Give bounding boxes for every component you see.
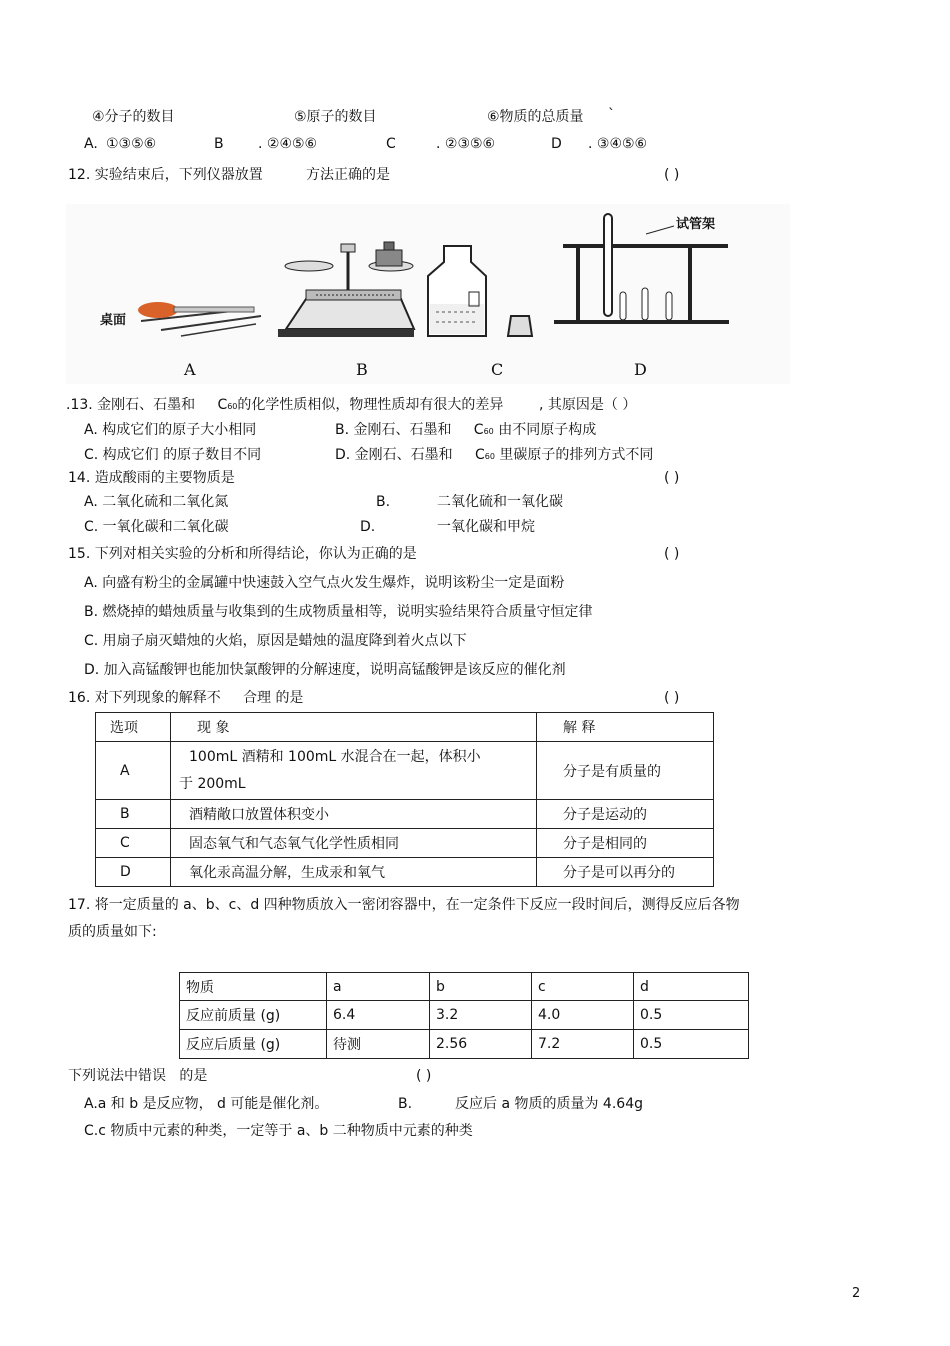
q16-row-explanation: 分子是相同的 <box>537 829 714 858</box>
q17-cell-a: 6.4 <box>327 1001 430 1030</box>
table-row <box>96 858 714 887</box>
q17-header-substance: 物质 <box>180 973 327 1001</box>
q15-option-c: C. 用扇子扇灭蜡烛的火焰，原因是蜡烛的温度降到着火点以下 <box>84 633 467 649</box>
q16-row-phenomenon-line1: 100mL 酒精和 100mL 水混合在一起，体积小 <box>189 748 481 765</box>
q17-cell-label: 反应前质量 (g) <box>180 1001 327 1030</box>
q13-option-b-c: C <box>473 422 484 438</box>
q16-row-option: A <box>96 742 171 800</box>
q16-row-explanation: 分子是运动的 <box>537 800 714 829</box>
dropper-on-desk-drawing <box>138 302 261 336</box>
q14-option-c: C. 一氧化碳和二氧化碳 <box>84 519 229 535</box>
table-row <box>180 1001 749 1030</box>
reagent-bottle-drawing <box>428 246 532 336</box>
q17-option-b: 反应后 a 物质的质量为 4.64g <box>455 1096 643 1112</box>
q16-row-option: B <box>96 800 171 829</box>
q17-option-b-letter: B. <box>398 1096 413 1112</box>
q15-option-a: A. 向盛有粉尘的金属罐中快速鼓入空气点火发生爆炸，说明该粉尘一定是面粉 <box>84 575 565 591</box>
q16-emphasis: 合理 <box>242 690 271 706</box>
q16-row-phenomenon: 固态氧气和气态氧气化学性质相同 <box>171 829 537 858</box>
q16-stem-part2: 的是 <box>275 690 304 706</box>
q13-option-d <box>335 446 653 466</box>
q13-option-a: A. 构成它们的原子大小相同 <box>84 422 257 438</box>
q15-option-b: B. 燃烧掉的蜡烛质量与收集到的生成物质量相等，说明实验结果符合质量守恒定律 <box>84 604 593 620</box>
q17-cell-b: 2.56 <box>430 1030 532 1059</box>
q13-option-b-part2: 由不同原子构成 <box>498 422 597 438</box>
q12-stem-part2: 方法正确的是 <box>306 167 390 183</box>
q14-stem: 14. 造成酸雨的主要物质是 <box>68 470 235 486</box>
q17-header-b: b <box>430 973 532 1001</box>
q16-row-phenomenon: 氧化汞高温分解，生成汞和氧气 <box>171 858 537 887</box>
q17-table <box>179 972 749 1059</box>
q13-option-d-sub: 60 <box>484 452 495 461</box>
q17-stem-line1: 17. 将一定质量的 a、b、c、d 四种物质放入一密闭容器中，在一定条件下反应一段时间后，测得反应后各物 <box>68 897 740 913</box>
q16-header-explanation: 解 释 <box>537 713 714 742</box>
q13-stem-part1: .13. 金刚石、石墨和 <box>66 397 196 413</box>
fig-label-desk: 桌面 <box>100 313 127 328</box>
q16-row-option: D <box>96 858 171 887</box>
q11-option-b: . ②④⑤⑥ <box>258 136 318 152</box>
q16-row-option: C <box>96 829 171 858</box>
q17-option-c: C.c 物质中元素的种类，一定等于 a、b 二种物质中元素的种类 <box>84 1123 473 1139</box>
q17-header-c: c <box>532 973 634 1001</box>
q17-cell-d: 0.5 <box>634 1030 749 1059</box>
q11-option-b-letter: B <box>214 136 224 152</box>
q13-option-d-part1: D. 金刚石、石墨和 <box>335 447 453 463</box>
q11-option-a-letter: A. <box>84 136 98 152</box>
q16-row-explanation: 分子是可以再分的 <box>537 858 714 887</box>
q12-figure <box>66 204 790 384</box>
q13-stem <box>66 396 636 416</box>
q17-stem-line2: 质的质量如下: <box>68 924 157 940</box>
q16-header-option: 选项 <box>96 713 171 742</box>
q17-cell-c: 4.0 <box>532 1001 634 1030</box>
q16-row-phenomenon <box>171 742 537 800</box>
q15-option-d: D. 加入高锰酸钾也能加快氯酸钾的分解速度，说明高锰酸钾是该反应的催化剂 <box>84 662 566 678</box>
q13-stem-part2: 的化学性质相似，物理性质却有很大的差异 <box>237 397 504 413</box>
table-row <box>96 742 714 800</box>
q13-stem-part3: , 其原因是（ ） <box>539 397 637 413</box>
q12-stem-part1: 12. 实验结束后，下列仪器放置 <box>68 167 263 183</box>
q13-option-d-c: C <box>474 447 485 463</box>
q17-answer-paren: ( ) <box>416 1068 432 1084</box>
q11-tick-mark: ` <box>608 107 615 123</box>
q17-cell-a: 待测 <box>327 1030 430 1059</box>
q17-table-header-row <box>180 973 749 1001</box>
q17-option-a: A.a 和 b 是反应物， d 可能是催化剂。 <box>84 1096 329 1112</box>
q11-option-d-letter: D <box>551 136 562 152</box>
q14-option-d-letter: D. <box>360 519 376 535</box>
fig-label-rack: 试管架 <box>676 217 716 232</box>
q17-cell-c: 7.2 <box>532 1030 634 1059</box>
q14-option-a: A. 二氧化硫和二氧化氮 <box>84 494 229 510</box>
q17-cell-b: 3.2 <box>430 1001 532 1030</box>
q11-option-d: . ③④⑤⑥ <box>588 136 648 152</box>
q14-option-d: 一氧化碳和甲烷 <box>437 519 535 535</box>
q12-option-d-label: D <box>634 360 647 379</box>
q14-option-b-letter: B. <box>376 494 391 510</box>
q16-table <box>95 712 714 887</box>
table-row <box>180 1030 749 1059</box>
q17-header-d: d <box>634 973 749 1001</box>
q16-table-header-row <box>96 713 714 742</box>
q17-header-a: a <box>327 973 430 1001</box>
q12-option-c-label: C <box>491 360 504 379</box>
table-row <box>96 800 714 829</box>
q17-ask-part1: 下列说法中错误 <box>68 1068 166 1084</box>
q16-answer-paren: ( ) <box>664 690 680 706</box>
q16-stem-part1: 16. 对下列现象的解释不 <box>68 690 221 706</box>
q16-row-phenomenon-line2: 于 200mL <box>179 775 246 792</box>
q13-option-c: C. 构成它们 的原子数目不同 <box>84 447 262 463</box>
q16-header-phenomenon: 现 象 <box>171 713 537 742</box>
q11-item6: ⑥物质的总质量 <box>487 109 584 125</box>
q13-c60-sub: 60 <box>227 402 238 411</box>
q11-item5: ⑤原子的数目 <box>294 109 377 125</box>
page-number: 2 <box>852 1286 861 1301</box>
q16-row-phenomenon: 酒精敞口放置体积变小 <box>171 800 537 829</box>
q17-cell-label: 反应后质量 (g) <box>180 1030 327 1059</box>
q11-option-a: ①③⑤⑥ <box>106 136 157 152</box>
q15-answer-paren: ( ) <box>664 546 680 562</box>
q11-option-c-letter: C <box>386 136 396 152</box>
q16-stem <box>68 689 303 707</box>
q13-c60: C <box>217 397 228 413</box>
q13-option-b-sub: 60 <box>483 427 494 436</box>
q13-option-d-part2: 里碳原子的排列方式不同 <box>499 447 654 463</box>
q12-option-b-label: B <box>356 360 368 379</box>
table-row <box>96 829 714 858</box>
q17-cell-d: 0.5 <box>634 1001 749 1030</box>
q13-option-b <box>335 421 596 441</box>
q12-answer-paren: ( ) <box>664 167 680 183</box>
q13-option-b-part1: B. 金刚石、石墨和 <box>335 422 452 438</box>
q17-ask <box>68 1067 207 1085</box>
q15-stem: 15. 下列对相关实验的分析和所得结论，你认为正确的是 <box>68 546 417 562</box>
q11-item4: ④分子的数目 <box>92 109 175 125</box>
q14-option-b: 二氧化硫和一氧化碳 <box>437 494 563 510</box>
q12-option-a-label: A <box>184 360 196 379</box>
q14-answer-paren: ( ) <box>664 470 680 486</box>
balance-drawing <box>278 242 414 337</box>
q17-ask-part2: 的是 <box>179 1068 208 1084</box>
q16-row-explanation: 分子是有质量的 <box>537 742 714 800</box>
q11-option-c: . ②③⑤⑥ <box>436 136 496 152</box>
